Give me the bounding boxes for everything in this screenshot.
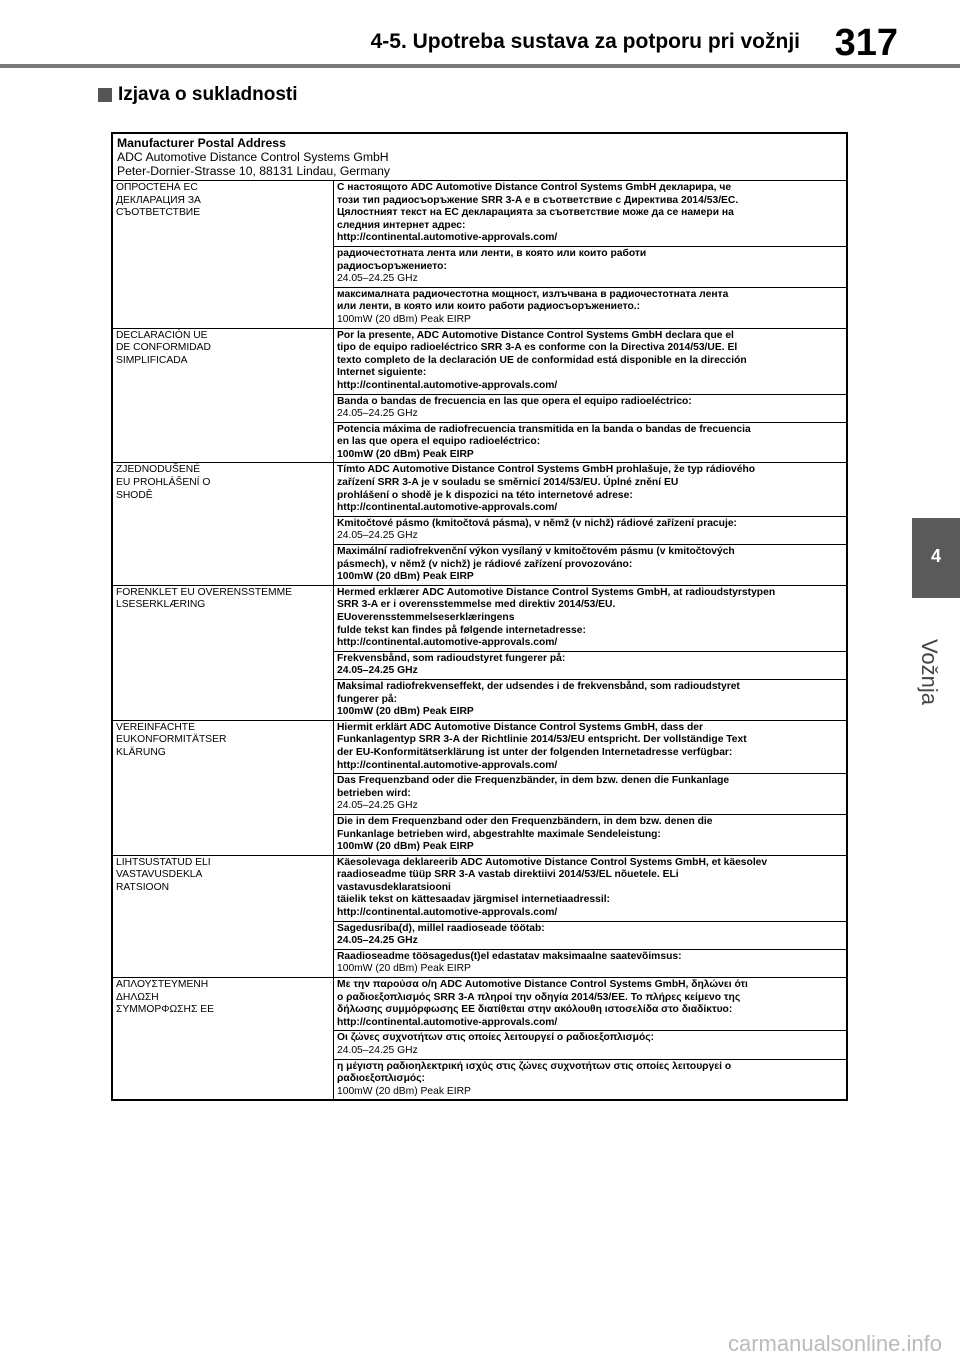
declaration-content (334, 463, 846, 584)
table-row (113, 721, 846, 856)
declaration-content (334, 978, 846, 1099)
text-line: 24.05–24.25 GHz (337, 1045, 418, 1056)
text-line: 24.05–24.25 GHz (337, 273, 418, 285)
manufacturer-address (113, 134, 846, 181)
chapter-tab[interactable] (912, 518, 960, 598)
text-line: texto completo de la declaración UE de conformidad está disponible en la dirección (337, 354, 747, 366)
text-line: EUoverensstemmelseserklæringens (337, 612, 515, 623)
text-line: http://continental.automotive-approvals.com/ (337, 759, 558, 771)
text-line: Οι ζώνες συχνοτήτων στις οποίες λειτουργεί ο ραδιοεξοπλισμός: (337, 1032, 655, 1044)
text-line: Цялостният текст на ЕС декларацията за съответствие може да се намери на (337, 207, 734, 219)
text-line: Maximální radiofrekvenční výkon vysílaný v kmitočtovém pásmu (v kmitočtových (337, 546, 735, 558)
declaration-text (334, 586, 846, 652)
declaration-language-label: LIHTSUSTATUD ELI VASTAVUSDEKLA RATSIOON (113, 856, 334, 977)
declaration-content (334, 721, 846, 855)
text-line: Kmitočtové pásmo (kmitočtová pásma), v němž (v nichž) rádiové zařízení pracuje: (337, 517, 737, 529)
text-line: Frekvensbånd, som radioudstyret fungerer på: (337, 652, 566, 664)
text-line: максималната радиочестотна мощност, излъчвана в радиочестотната лента (337, 288, 729, 300)
max-power (334, 545, 846, 585)
text-line: http://continental.automotive-approvals.com/ (337, 1016, 558, 1028)
page-header (0, 0, 960, 68)
declaration-text (334, 329, 846, 395)
text-line: Raadioseadme töösagedus(t)el edastatav maksimaalne saatevõimsus: (337, 950, 682, 962)
table-row (113, 463, 846, 585)
text-line: Käesolevaga deklareerib ADC Automotive Distance Control Systems GmbH, et käesolev (337, 856, 768, 868)
frequency-band (334, 774, 846, 815)
section-title: Izjava o sukladnosti (118, 84, 298, 105)
table-row (113, 329, 846, 464)
square-bullet-icon (98, 88, 112, 102)
text-line: 24.05–24.25 GHz (337, 800, 418, 812)
text-line: zařízení SRR 3-A je v souladu se směrnicí 2014/53/EU. Úplné znění EU (337, 477, 679, 489)
chapter-title: 4-5. Upotreba sustava za potporu pri vožnji (370, 30, 800, 53)
text-line: Hiermit erklärt ADC Automotive Distance Control Systems GmbH, dass der (337, 721, 704, 733)
chapter-side-label: Vožnja (917, 638, 942, 706)
text-line: С настоящото ADC Automotive Distance Control Systems GmbH декларира, че (337, 182, 732, 193)
declaration-text (334, 181, 846, 247)
frequency-band (334, 517, 846, 545)
frequency-band (334, 652, 846, 680)
text-line: 24.05–24.25 GHz (337, 665, 418, 677)
text-line: http://continental.automotive-approvals.com/ (337, 502, 558, 514)
text-line: следния интернет адрес: (337, 219, 466, 231)
declaration-table (111, 132, 848, 1101)
text-line: http://continental.automotive-approvals.com/ (337, 379, 558, 391)
manufacturer-heading: Manufacturer Postal Address (117, 136, 286, 150)
text-line: betrieben wird: (337, 787, 411, 799)
declaration-content (334, 856, 846, 977)
text-line: δήλωσης συμμόρφωσης ΕΕ διατίθεται στην ακόλουθη ιστοσελίδα στο διαδίκτυο: (337, 1004, 733, 1016)
declaration-language-label: FORENKLET EU OVERENSSTEMME LSESERKLÆRING (113, 586, 334, 720)
text-line: 24.05–24.25 GHz (337, 935, 418, 947)
text-line: Por la presente, ADC Automotive Distance Control Systems GmbH declara que el (337, 329, 734, 341)
frequency-band (334, 922, 846, 950)
text-line: Das Frequenzband oder die Frequenzbänder, in dem bzw. denen die Funkanlage (337, 775, 730, 787)
text-line: Sagedusriba(d), millel raadioseade töötab: (337, 922, 545, 934)
declaration-language-label: ZJEDNODUŠENÉ EU PROHLÁŠENÍ O SHODĚ (113, 463, 334, 584)
text-line: η μέγιστη ραδιοηλεκτρική ισχύς στις ζώνες συχνοτήτων στις οποίες λειτουργεί ο (337, 1060, 732, 1072)
text-line: 100mW (20 dBm) Peak EIRP (337, 571, 474, 583)
text-line: 24.05–24.25 GHz (337, 530, 418, 542)
max-power (334, 680, 846, 720)
manufacturer-street: Peter-Dornier-Strasse 10, 88131 Lindau, Germany (117, 164, 391, 178)
text-line: prohlášení o shodě je k dispozici na této internetové adrese: (337, 489, 633, 501)
text-line: täielik tekst on kättesaadav järgmisel internetiaadressil: (337, 894, 610, 906)
declaration-language-label: DECLARACIÓN UE DE CONFORMIDAD SIMPLIFICADA (113, 329, 334, 463)
frequency-band (334, 1031, 846, 1059)
text-line: der EU-Konformitätserklärung ist unter der folgenden Internetadresse verfügbar: (337, 746, 733, 758)
text-line: радиосъоръжението: (337, 260, 447, 272)
declaration-language-label: ΑΠΛΟΥΣΤΕΥΜΕΝΗ ΔΗΛΩΣΗ ΣΥΜΜΟΡΦΩΣΗΣ ΕΕ (113, 978, 334, 1099)
watermark: carmanualsonline.info (727, 1331, 942, 1356)
declaration-content (334, 181, 846, 328)
text-line: Funkanlage betrieben wird, abgestrahlte maximale Sendeleistung: (337, 828, 661, 840)
declaration-language-label: VEREINFACHTE EUKONFORMITÄTSER KLÄRUNG (113, 721, 334, 855)
text-line: fungerer på: (337, 693, 398, 705)
text-line: 100mW (20 dBm) Peak EIRP (337, 448, 474, 460)
text-line: http://continental.automotive-approvals.com/ (337, 637, 558, 649)
table-row (113, 856, 846, 978)
max-power (334, 288, 846, 328)
text-line: Maksimal radiofrekvenseffekt, der udsendes i de frekvensbånd, som radioudstyret (337, 680, 740, 692)
declaration-rows (113, 181, 846, 1099)
declaration-language-label: ОПРОСТЕНА ЕС ДЕКЛАРАЦИЯ ЗА СЪОТВЕТСТВИЕ (113, 181, 334, 328)
max-power (334, 815, 846, 855)
page-number: 317 (834, 22, 898, 64)
declaration-text (334, 721, 846, 774)
text-line: 100mW (20 dBm) Peak EIRP (337, 1085, 471, 1097)
table-row (113, 181, 846, 329)
text-line: ραδιοεξοπλισμός: (337, 1073, 425, 1085)
text-line: http://continental.automotive-approvals.com/ (337, 232, 558, 244)
text-line: vastavusdeklaratsiooni (337, 881, 451, 893)
text-line: Potencia máxima de radiofrecuencia transmitida en la banda o bandas de frecuencia (337, 423, 751, 435)
table-row (113, 586, 846, 721)
text-line: радиочестотната лента или ленти, в която или които работи (337, 247, 647, 259)
declaration-text (334, 463, 846, 516)
text-line: tipo de equipo radioeléctrico SRR 3-A es conforme con la Directiva 2014/53/UE. El (337, 342, 738, 354)
header-divider (0, 64, 960, 68)
declaration-content (334, 586, 846, 720)
max-power (334, 1060, 846, 1100)
chapter-tab-number: 4 (930, 546, 941, 566)
text-line: SRR 3-A er i overensstemmelse med direktiv 2014/53/EU. (337, 599, 616, 611)
text-line: Hermed erklærer ADC Automotive Distance Control Systems GmbH, at radioudstyrstypen (337, 586, 776, 598)
text-line: Banda o bandas de frecuencia en las que opera el equipo radioeléctrico: (337, 395, 692, 407)
text-line: 100mW (20 dBm) Peak EIRP (337, 706, 474, 718)
section-heading (98, 84, 298, 106)
declaration-text (334, 856, 846, 922)
frequency-band (334, 247, 846, 288)
text-line: 24.05–24.25 GHz (337, 408, 418, 420)
text-line: 100mW (20 dBm) Peak EIRP (337, 963, 471, 975)
declaration-content (334, 329, 846, 463)
text-line: Internet siguiente: (337, 367, 427, 379)
text-line: ο ραδιοεξοπλισμός SRR 3-A πληροί την οδηγία 2014/53/ΕΕ. Το πλήρες κείμενο της (337, 991, 741, 1003)
text-line: Με την παρούσα ο/η ADC Automotive Distance Control Systems GmbH, δηλώνει ότι (337, 979, 748, 991)
text-line: 100mW (20 dBm) Peak EIRP (337, 841, 474, 853)
text-line: pásmech), v němž (v nichž) je rádiové zařízení provozováno: (337, 558, 633, 570)
text-line: raadioseadme tüüp SRR 3-A vastab direktiivi 2014/53/EL nõuetele. ELi (337, 869, 679, 881)
table-row (113, 978, 846, 1099)
text-line: fulde tekst kan findes på følgende internetadresse: (337, 624, 586, 636)
text-line: 100mW (20 dBm) Peak EIRP (337, 313, 471, 325)
declaration-text (334, 978, 846, 1031)
manufacturer-company: ADC Automotive Distance Control Systems GmbH (117, 150, 389, 164)
text-line: en las que opera el equipo radioeléctrico: (337, 436, 541, 448)
text-line: този тип радиосъоръжение SRR 3-A е в съответствие с Директива 2014/53/ЕС. (337, 194, 739, 206)
text-line: Funkanlagentyp SRR 3-A der Richtlinie 2014/53/EU entspricht. Der vollständige Text (337, 734, 747, 746)
frequency-band (334, 395, 846, 423)
max-power (334, 950, 846, 977)
text-line: http://continental.automotive-approvals.com/ (337, 907, 558, 919)
text-line: или ленти, в която или които работи радиосъоръжението.: (337, 301, 641, 313)
text-line: Tímto ADC Automotive Distance Control Systems GmbH prohlašuje, že typ rádiového (337, 464, 756, 476)
max-power (334, 423, 846, 463)
text-line: Die in dem Frequenzband oder den Frequenzbändern, in dem bzw. denen die (337, 815, 713, 827)
